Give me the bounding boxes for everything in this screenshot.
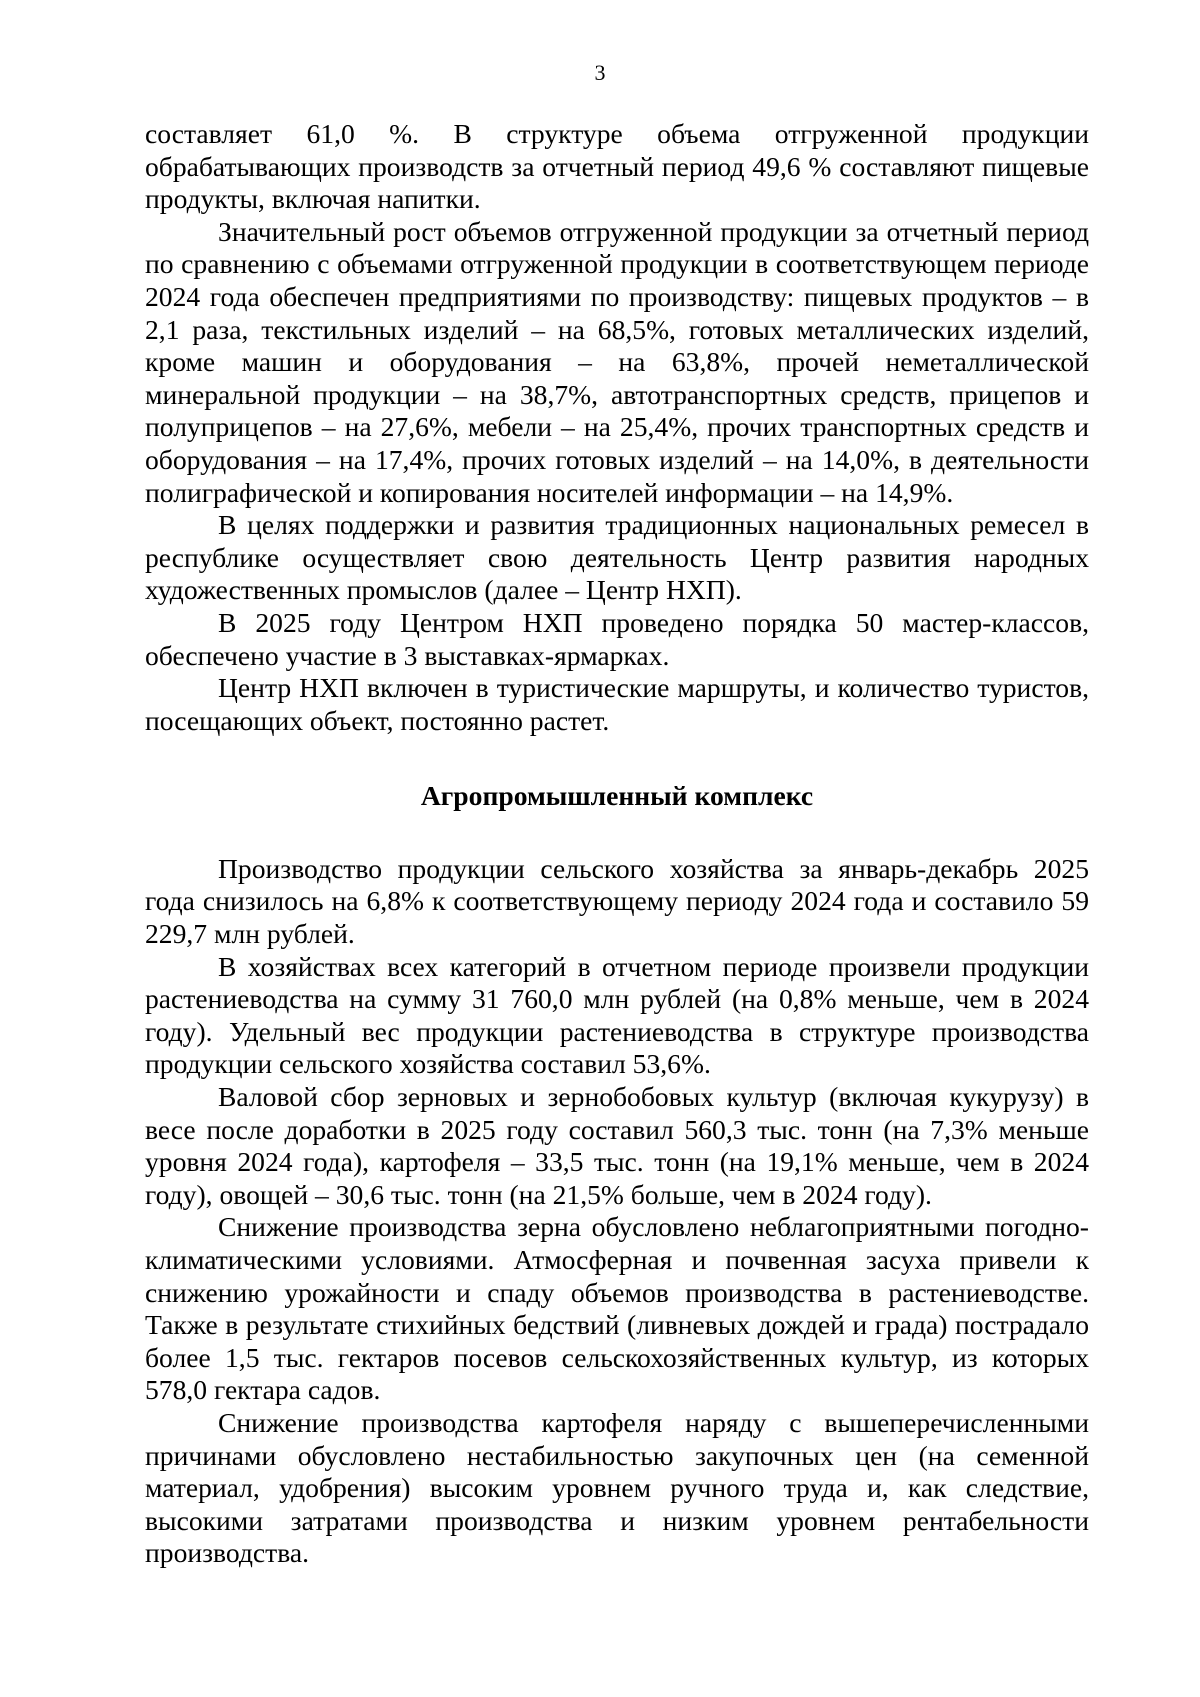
paragraph-shipment-growth: Значительный рост объемов отгруженной продукции за отчетный период по сравнению с объемами отгруженной продукции в соответствующем периоде 2024 года обеспечен предприятиями по производству: пищевых продуктов – в 2,1 раза, текстильных изделий – на 68,5%, готовых металлических изделий, кроме машин и оборудования – на 63,8%, прочей неметаллической минеральной продукции – на 38,7%, автотранспортных средств, прицепов и полуприцепов – на 27,6%, мебели – на 25,4%, прочих транспортных средств и оборудования – на 17,4%, прочих готовых изделий – на 14,0%, в деятельности полиграфической и копирования носителей информации – на 14,9%. xyxy=(145,215,1089,508)
paragraph-potato-decline: Снижение производства картофеля наряду с вышеперечисленными причинами обусловлено нестабильностью закупочных цен (на семенной материал, удобрения) высоким уровнем ручного труда и, как следствие, высокими затратами производства и низким уровнем рентабельности производства. xyxy=(145,1406,1089,1569)
paragraph-master-classes: В 2025 году Центром НХП проведено порядка 50 мастер-классов, обеспечено участие в 3 выставках-ярмарках. xyxy=(145,606,1089,671)
section-heading-agro: Агропромышленный комплекс xyxy=(420,780,814,812)
paragraph-crop-production: В хозяйствах всех категорий в отчетном периоде произвели продукции растениеводства на сумму 31 760,0 млн рублей (на 0,8% меньше, чем в 2024 году). Удельный вес продукции растениеводства в структуре производства продукции сельского хозяйства составил 53,6%. xyxy=(145,950,1089,1080)
document-body xyxy=(145,118,1089,1570)
paragraph-agro-production: Производство продукции сельского хозяйства за январь-декабрь 2025 года снизилось на 6,8% к соответствующему периоду 2024 года и составило 59 229,7 млн рублей. xyxy=(145,852,1089,950)
paragraph-harvest: Валовой сбор зерновых и зернобобовых культур (включая кукурузу) в весе после доработки в 2025 году составил 560,3 тыс. тонн (на 7,3% меньше уровня 2024 года), картофеля – 33,5 тыс. тонн (на 19,1% меньше, чем в 2024 году), овощей – 30,6 тыс. тонн (на 21,5% больше, чем в 2024 году). xyxy=(145,1081,1089,1210)
paragraph-tourist-routes: Центр НХП включен в туристические маршруты, и количество туристов, посещающих объект, постоянно растет. xyxy=(145,672,1089,736)
paragraph-grain-decline: Снижение производства зерна обусловлено неблагоприятными погодно-климатическими условиями. Атмосферная и почвенная засуха привели к снижению урожайности и спаду объемов производства в растениеводстве. Также в результате стихийных бедствий (ливневых дождей и града) пострадало более 1,5 тыс. гектаров посевов сельскохозяйственных культур, из которых 578,0 гектара садов. xyxy=(145,1211,1089,1406)
paragraph-continuation: составляет 61,0 %. В структуре объема отгруженной продукции обрабатывающих производств за отчетный период 49,6 % составляют пищевые продукты, включая напитки. xyxy=(145,118,1089,215)
paragraph-crafts-center: В целях поддержки и развития традиционных национальных ремесел в республике осуществляет свою деятельность Центр развития народных художественных промыслов (далее – Центр НХП). xyxy=(145,509,1089,606)
page-number: 3 xyxy=(594,60,606,85)
